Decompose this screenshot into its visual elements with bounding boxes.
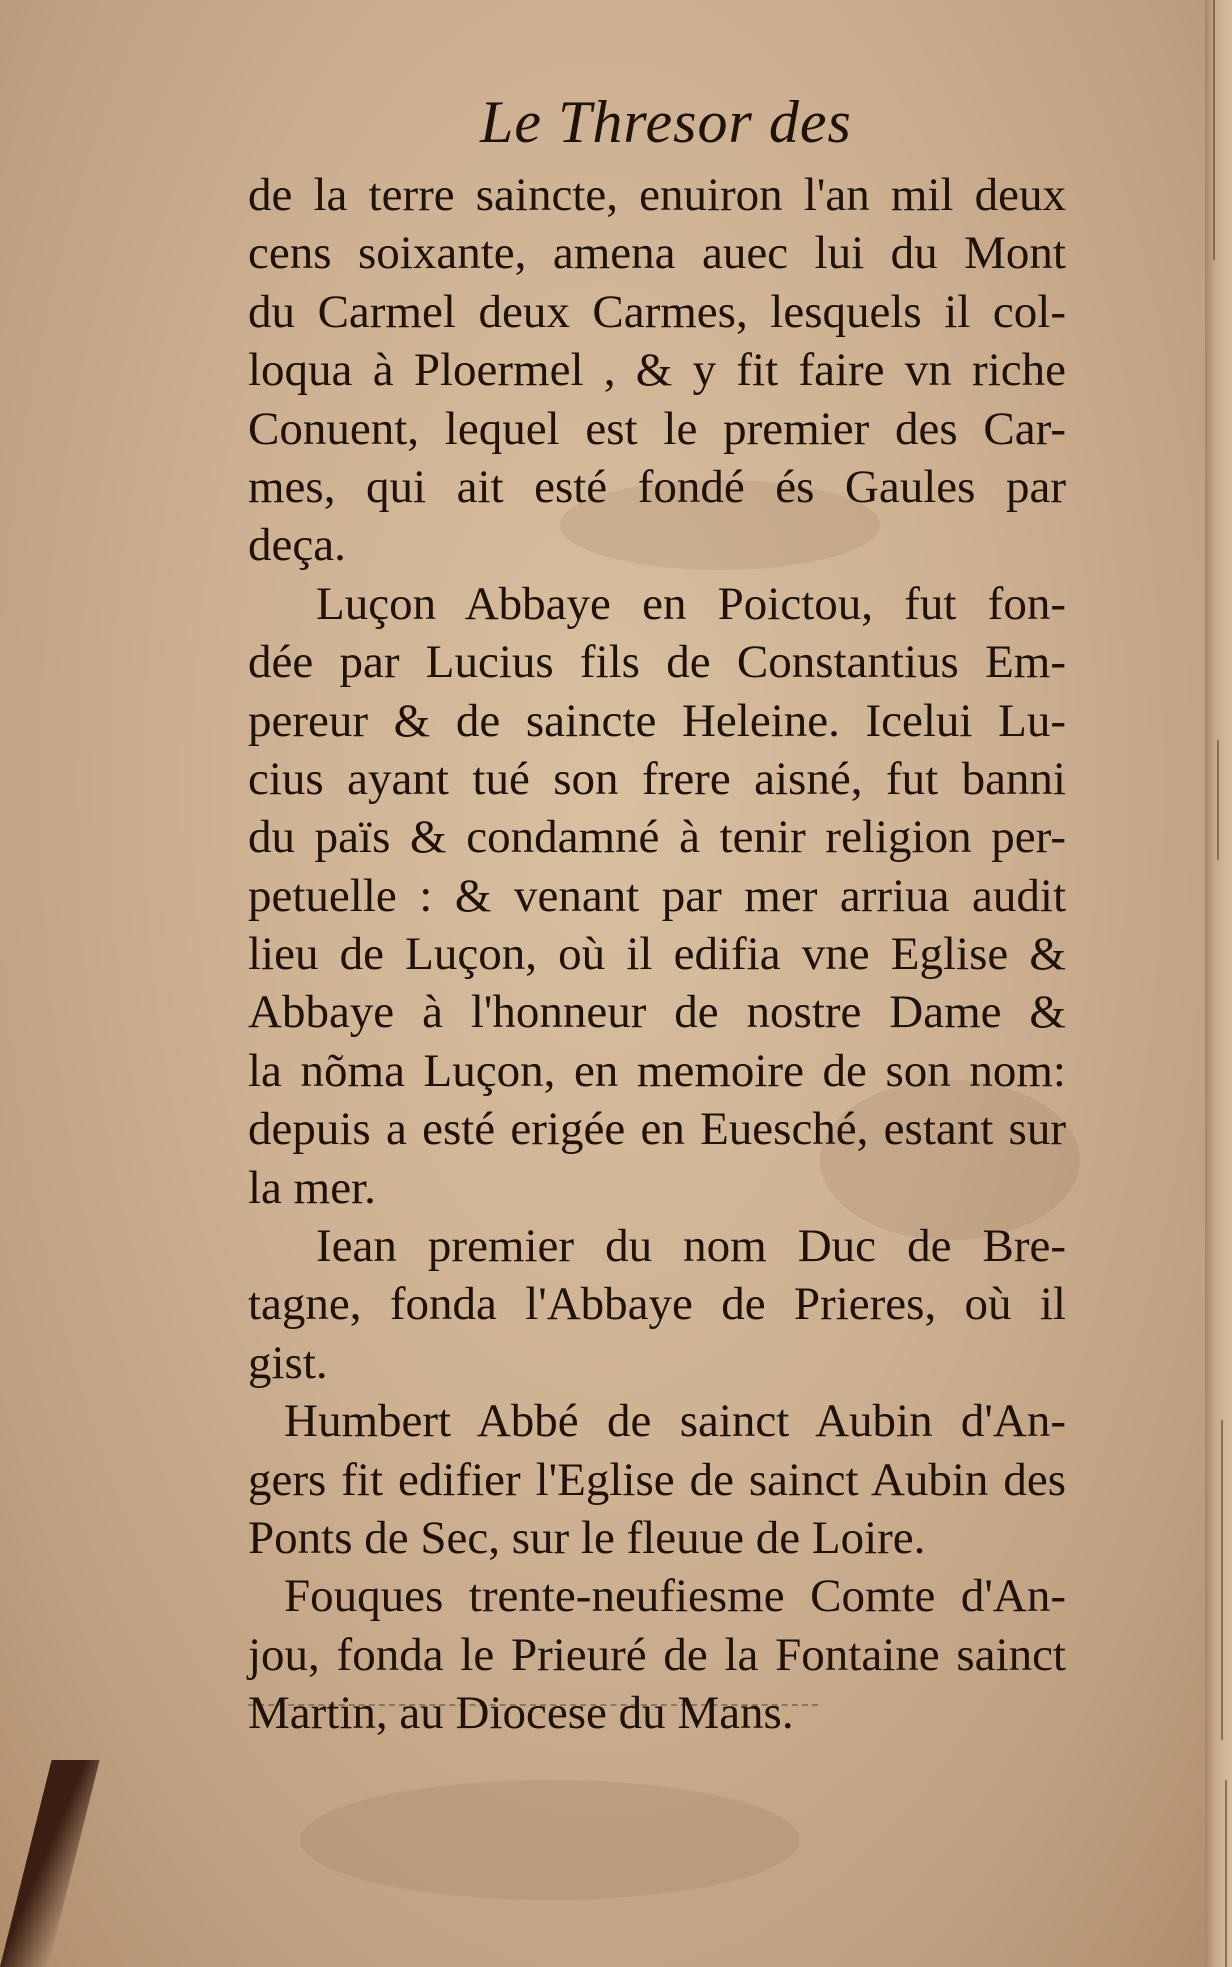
- text-line: cens soixante, amena auec lui du Mont: [248, 227, 1066, 280]
- text-line: Conuent, lequel est le premier des Car-: [248, 402, 1066, 455]
- body-text: [248, 166, 1066, 1743]
- text-line: Humbert Abbé de sainct Aubin d'An-: [284, 1395, 1066, 1448]
- text-line: Luçon Abbaye en Poictou, fut fon-: [316, 577, 1066, 630]
- text-line: Ponts de Sec, sur le fleuue de Loire.: [248, 1511, 926, 1564]
- text-line: gers fit edifier l'Eglise de sainct Aubin des: [248, 1453, 1066, 1506]
- running-head: Le Thresor des: [480, 89, 852, 155]
- text-line: gist.: [248, 1336, 328, 1389]
- text-line: la nõma Luçon, en memoire de son nom:: [248, 1044, 1066, 1097]
- text-line: Abbaye à l'honneur de nostre Dame &: [248, 986, 1066, 1039]
- text-line: Iean premier du nom Duc de Bre-: [316, 1220, 1066, 1273]
- text-line: la mer.: [248, 1161, 376, 1214]
- text-line: petuelle : & venant par mer arriua audit: [248, 869, 1066, 922]
- page-edge: [1205, 0, 1232, 1967]
- text-line: du Carmel deux Carmes, lesquels il col-: [248, 285, 1066, 338]
- text-line: Fouques trente-neufiesme Comte d'An-: [284, 1570, 1066, 1623]
- text-line: de la terre saincte, enuiron l'an mil deux: [248, 169, 1066, 221]
- text-line: pereur & de saincte Heleine. Icelui Lu-: [248, 694, 1066, 747]
- footer-rule: [248, 1704, 818, 1706]
- text-line: depuis a esté erigée en Euesché, estant sur: [248, 1103, 1066, 1156]
- text-line: cius ayant tué son frere aisné, fut banni: [248, 752, 1066, 805]
- text-line: dée par Lucius fils de Constantius Em-: [248, 636, 1066, 689]
- text-line: jou, fonda le Prieuré de la Fontaine sainct: [248, 1628, 1066, 1681]
- corner-stain: [0, 1760, 100, 1967]
- text-line: du païs & condamné à tenir religion per-: [248, 811, 1066, 864]
- text-line: mes, qui ait esté fondé és Gaules par: [248, 460, 1066, 513]
- text-line: loqua à Ploermel , & y fit faire vn riche: [248, 344, 1066, 397]
- text-line: tagne, fonda l'Abbaye de Prieres, où il: [248, 1278, 1066, 1331]
- text-line: lieu de Luçon, où il edifia vne Eglise &: [248, 928, 1066, 981]
- text-line: Martin, au Diocese du Mans.: [248, 1687, 794, 1740]
- page-stain: [300, 1780, 800, 1900]
- text-line: deça.: [248, 519, 346, 572]
